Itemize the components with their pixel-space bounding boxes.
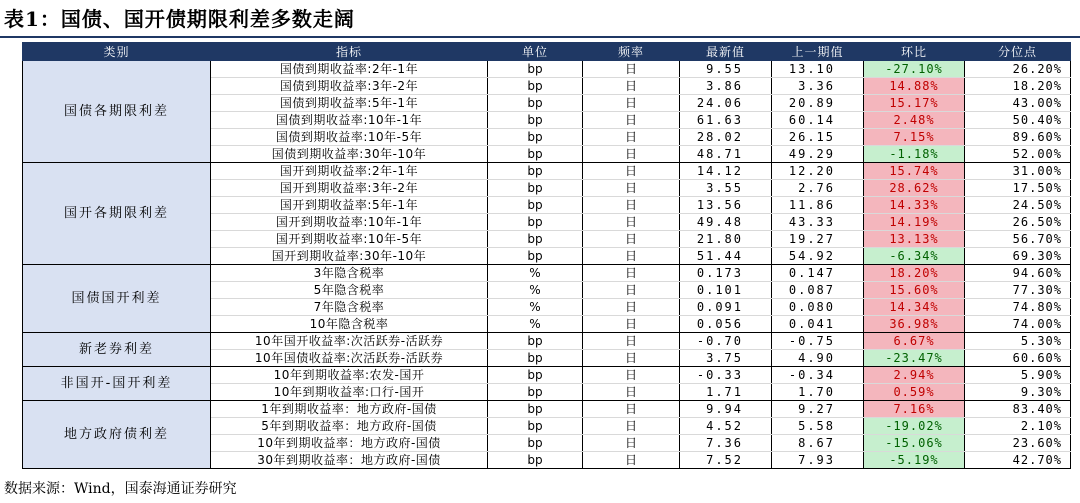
indicator-cell: 国债到期收益率:3年-2年 (211, 78, 488, 95)
indicator-cell: 国开到期收益率:30年-10年 (211, 248, 488, 265)
unit-cell: % (488, 316, 583, 333)
percentile-cell: 9.30% (965, 384, 1071, 401)
change-cell: 36.98% (864, 316, 965, 333)
frequency-cell: 日 (583, 299, 680, 316)
frequency-cell: 日 (583, 418, 680, 435)
latest-value-cell: 24.06 (680, 95, 772, 112)
unit-cell: bp (488, 197, 583, 214)
header-row (23, 43, 1071, 61)
table-row (23, 401, 1071, 418)
unit-cell: bp (488, 214, 583, 231)
header-change: 环比 (864, 43, 965, 61)
unit-cell: bp (488, 180, 583, 197)
frequency-cell: 日 (583, 163, 680, 180)
latest-value-cell: 0.056 (680, 316, 772, 333)
previous-value-cell: 26.15 (772, 129, 864, 146)
previous-value-cell: 54.92 (772, 248, 864, 265)
indicator-cell: 3年隐含税率 (211, 265, 488, 282)
percentile-cell: 18.20% (965, 78, 1071, 95)
indicator-cell: 国债到期收益率:30年-10年 (211, 146, 488, 163)
latest-value-cell: 3.86 (680, 78, 772, 95)
percentile-cell: 52.00% (965, 146, 1071, 163)
percentile-cell: 43.00% (965, 95, 1071, 112)
latest-value-cell: -0.33 (680, 367, 772, 384)
latest-value-cell: 21.80 (680, 231, 772, 248)
unit-cell: bp (488, 95, 583, 112)
unit-cell: % (488, 299, 583, 316)
latest-value-cell: 49.48 (680, 214, 772, 231)
percentile-cell: 5.90% (965, 367, 1071, 384)
category-cell: 国债各期限利差 (23, 61, 211, 163)
header-indicator: 指标 (211, 43, 488, 61)
percentile-cell: 60.60% (965, 350, 1071, 367)
data-source: 数据来源：Wind，国泰海通证券研究 (4, 481, 237, 497)
latest-value-cell: 51.44 (680, 248, 772, 265)
change-cell: 7.16% (864, 401, 965, 418)
unit-cell: bp (488, 61, 583, 78)
previous-value-cell: 0.087 (772, 282, 864, 299)
frequency-cell: 日 (583, 367, 680, 384)
table-row (23, 265, 1071, 282)
latest-value-cell: 3.55 (680, 180, 772, 197)
frequency-cell: 日 (583, 78, 680, 95)
indicator-cell: 10年国债收益率:次活跃券-活跃券 (211, 350, 488, 367)
previous-value-cell: 7.93 (772, 452, 864, 469)
previous-value-cell: 1.70 (772, 384, 864, 401)
previous-value-cell: 13.10 (772, 61, 864, 78)
frequency-cell: 日 (583, 316, 680, 333)
unit-cell: bp (488, 163, 583, 180)
change-cell: 14.33% (864, 197, 965, 214)
previous-value-cell: 8.67 (772, 435, 864, 452)
previous-value-cell: 0.147 (772, 265, 864, 282)
indicator-cell: 10年到期收益率:口行-国开 (211, 384, 488, 401)
title-rule (0, 36, 1080, 38)
previous-value-cell: 20.89 (772, 95, 864, 112)
frequency-cell: 日 (583, 248, 680, 265)
indicator-cell: 5年到期收益率：地方政府-国债 (211, 418, 488, 435)
previous-value-cell: -0.75 (772, 333, 864, 350)
indicator-cell: 国开到期收益率:10年-5年 (211, 231, 488, 248)
change-cell: 15.60% (864, 282, 965, 299)
previous-value-cell: 3.36 (772, 78, 864, 95)
indicator-cell: 30年到期收益率：地方政府-国债 (211, 452, 488, 469)
unit-cell: bp (488, 231, 583, 248)
frequency-cell: 日 (583, 384, 680, 401)
previous-value-cell: 5.58 (772, 418, 864, 435)
header-frequency: 频率 (583, 43, 680, 61)
table-row (23, 367, 1071, 384)
table-row (23, 163, 1071, 180)
indicator-cell: 国开到期收益率:5年-1年 (211, 197, 488, 214)
change-cell: 14.34% (864, 299, 965, 316)
change-cell: 15.17% (864, 95, 965, 112)
latest-value-cell: 1.71 (680, 384, 772, 401)
unit-cell: bp (488, 112, 583, 129)
frequency-cell: 日 (583, 231, 680, 248)
unit-cell: bp (488, 248, 583, 265)
percentile-cell: 50.40% (965, 112, 1071, 129)
frequency-cell: 日 (583, 146, 680, 163)
frequency-cell: 日 (583, 435, 680, 452)
indicator-cell: 国开到期收益率:3年-2年 (211, 180, 488, 197)
header-category: 类别 (23, 43, 211, 61)
latest-value-cell: 0.091 (680, 299, 772, 316)
indicator-cell: 10年隐含税率 (211, 316, 488, 333)
change-cell: 14.19% (864, 214, 965, 231)
category-cell: 地方政府债利差 (23, 401, 211, 469)
unit-cell: bp (488, 146, 583, 163)
latest-value-cell: 0.173 (680, 265, 772, 282)
previous-value-cell: 11.86 (772, 197, 864, 214)
unit-cell: bp (488, 384, 583, 401)
change-cell: 6.67% (864, 333, 965, 350)
percentile-cell: 89.60% (965, 129, 1071, 146)
latest-value-cell: 4.52 (680, 418, 772, 435)
percentile-cell: 2.10% (965, 418, 1071, 435)
previous-value-cell: 0.080 (772, 299, 864, 316)
category-cell: 国债国开利差 (23, 265, 211, 333)
indicator-cell: 10年到期收益率:农发-国开 (211, 367, 488, 384)
percentile-cell: 24.50% (965, 197, 1071, 214)
unit-cell: bp (488, 452, 583, 469)
frequency-cell: 日 (583, 401, 680, 418)
change-cell: -19.02% (864, 418, 965, 435)
change-cell: 7.15% (864, 129, 965, 146)
indicator-cell: 10年国开收益率:次活跃券-活跃券 (211, 333, 488, 350)
unit-cell: bp (488, 418, 583, 435)
frequency-cell: 日 (583, 61, 680, 78)
indicator-cell: 10年到期收益率：地方政府-国债 (211, 435, 488, 452)
frequency-cell: 日 (583, 112, 680, 129)
table-row (23, 333, 1071, 350)
change-cell: 28.62% (864, 180, 965, 197)
previous-value-cell: 12.20 (772, 163, 864, 180)
latest-value-cell: 3.75 (680, 350, 772, 367)
change-cell: -27.10% (864, 61, 965, 78)
change-cell: 13.13% (864, 231, 965, 248)
percentile-cell: 26.20% (965, 61, 1071, 78)
frequency-cell: 日 (583, 214, 680, 231)
header-percentile: 分位点 (965, 43, 1071, 61)
frequency-cell: 日 (583, 333, 680, 350)
table-row (23, 61, 1071, 78)
table-title: 表1：国债、国开债期限利差多数走阔 (4, 7, 355, 31)
percentile-cell: 42.70% (965, 452, 1071, 469)
change-cell: 14.88% (864, 78, 965, 95)
change-cell: -15.06% (864, 435, 965, 452)
latest-value-cell: 14.12 (680, 163, 772, 180)
previous-value-cell: 60.14 (772, 112, 864, 129)
previous-value-cell: 19.27 (772, 231, 864, 248)
spread-table (22, 42, 1071, 469)
latest-value-cell: -0.70 (680, 333, 772, 350)
change-cell: 15.74% (864, 163, 965, 180)
indicator-cell: 5年隐含税率 (211, 282, 488, 299)
unit-cell: bp (488, 367, 583, 384)
change-cell: 0.59% (864, 384, 965, 401)
latest-value-cell: 28.02 (680, 129, 772, 146)
category-cell: 非国开-国开利差 (23, 367, 211, 401)
percentile-cell: 56.70% (965, 231, 1071, 248)
percentile-cell: 77.30% (965, 282, 1071, 299)
frequency-cell: 日 (583, 282, 680, 299)
change-cell: -23.47% (864, 350, 965, 367)
category-cell: 新老券利差 (23, 333, 211, 367)
change-cell: 2.48% (864, 112, 965, 129)
latest-value-cell: 7.52 (680, 452, 772, 469)
latest-value-cell: 7.36 (680, 435, 772, 452)
header-unit: 单位 (488, 43, 583, 61)
percentile-cell: 31.00% (965, 163, 1071, 180)
header-latest: 最新值 (680, 43, 772, 61)
category-cell: 国开各期限利差 (23, 163, 211, 265)
percentile-cell: 26.50% (965, 214, 1071, 231)
change-cell: 18.20% (864, 265, 965, 282)
frequency-cell: 日 (583, 95, 680, 112)
indicator-cell: 1年到期收益率：地方政府-国债 (211, 401, 488, 418)
previous-value-cell: 49.29 (772, 146, 864, 163)
indicator-cell: 国债到期收益率:10年-5年 (211, 129, 488, 146)
table-body (23, 61, 1071, 469)
frequency-cell: 日 (583, 265, 680, 282)
latest-value-cell: 9.94 (680, 401, 772, 418)
percentile-cell: 74.00% (965, 316, 1071, 333)
frequency-cell: 日 (583, 129, 680, 146)
unit-cell: bp (488, 350, 583, 367)
change-cell: -6.34% (864, 248, 965, 265)
frequency-cell: 日 (583, 452, 680, 469)
percentile-cell: 17.50% (965, 180, 1071, 197)
unit-cell: bp (488, 129, 583, 146)
previous-value-cell: -0.34 (772, 367, 864, 384)
previous-value-cell: 43.33 (772, 214, 864, 231)
latest-value-cell: 61.63 (680, 112, 772, 129)
indicator-cell: 国债到期收益率:10年-1年 (211, 112, 488, 129)
percentile-cell: 83.40% (965, 401, 1071, 418)
unit-cell: bp (488, 435, 583, 452)
unit-cell: bp (488, 333, 583, 350)
indicator-cell: 国债到期收益率:5年-1年 (211, 95, 488, 112)
frequency-cell: 日 (583, 350, 680, 367)
unit-cell: % (488, 282, 583, 299)
change-cell: 2.94% (864, 367, 965, 384)
previous-value-cell: 0.041 (772, 316, 864, 333)
percentile-cell: 69.30% (965, 248, 1071, 265)
percentile-cell: 74.80% (965, 299, 1071, 316)
previous-value-cell: 4.90 (772, 350, 864, 367)
percentile-cell: 94.60% (965, 265, 1071, 282)
change-cell: -5.19% (864, 452, 965, 469)
percentile-cell: 23.60% (965, 435, 1071, 452)
unit-cell: bp (488, 78, 583, 95)
percentile-cell: 5.30% (965, 333, 1071, 350)
change-cell: -1.18% (864, 146, 965, 163)
latest-value-cell: 0.101 (680, 282, 772, 299)
frequency-cell: 日 (583, 180, 680, 197)
previous-value-cell: 9.27 (772, 401, 864, 418)
frequency-cell: 日 (583, 197, 680, 214)
indicator-cell: 国开到期收益率:2年-1年 (211, 163, 488, 180)
latest-value-cell: 9.55 (680, 61, 772, 78)
unit-cell: % (488, 265, 583, 282)
indicator-cell: 国债到期收益率:2年-1年 (211, 61, 488, 78)
indicator-cell: 国开到期收益率:10年-1年 (211, 214, 488, 231)
indicator-cell: 7年隐含税率 (211, 299, 488, 316)
latest-value-cell: 13.56 (680, 197, 772, 214)
unit-cell: bp (488, 401, 583, 418)
header-previous: 上一期值 (772, 43, 864, 61)
latest-value-cell: 48.71 (680, 146, 772, 163)
previous-value-cell: 2.76 (772, 180, 864, 197)
